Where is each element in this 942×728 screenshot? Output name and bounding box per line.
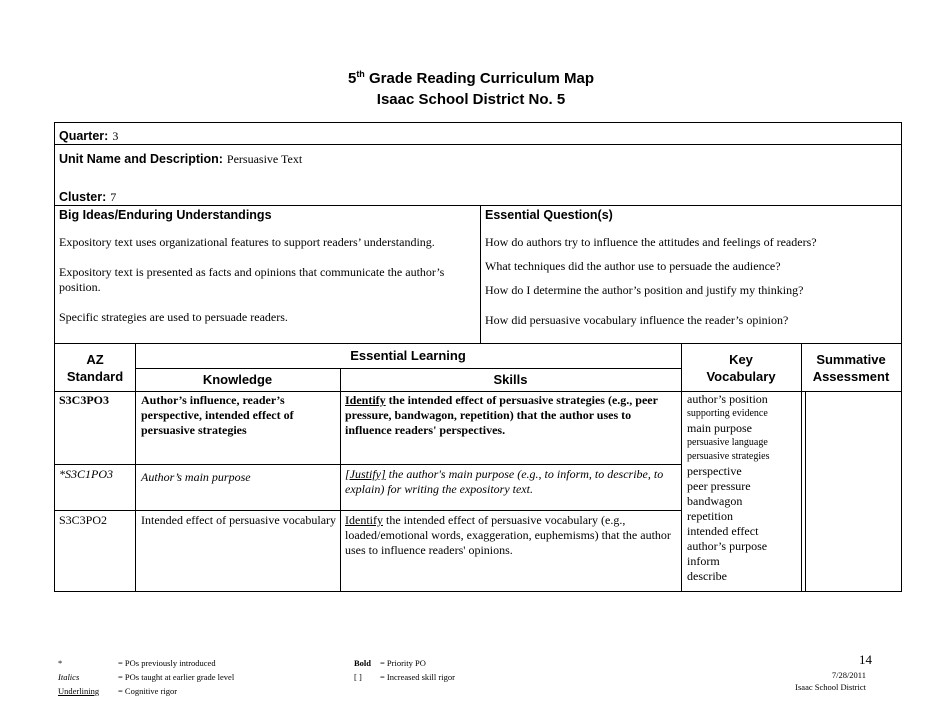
big-idea-3: Specific strategies are used to persuade readers. <box>59 310 288 324</box>
vocabulary-item: describe <box>687 569 727 583</box>
summative-header-line1: Summative <box>816 352 886 367</box>
essential-learning-header: Essential Learning <box>350 348 466 363</box>
legend-underline-desc: = Cognitive rigor <box>118 686 178 696</box>
vocabulary-item: inform <box>687 554 720 568</box>
unit-value: Persuasive Text <box>226 152 303 166</box>
row2-knowledge: Author’s main purpose <box>141 470 251 484</box>
unit-label: Unit Name and Description: <box>59 152 223 166</box>
row1-knowledge: Author’s influence, reader’s perspective, intended effect of persuasive strategies <box>141 393 294 437</box>
row3-skills-text: the intended effect of persuasive vocabulary (e.g., loaded/emotional words, exaggeration, euphemisms) that the author uses to influence readers' opinions. <box>345 513 671 557</box>
vocabulary-item: bandwagon <box>687 494 743 508</box>
legend-underline-symbol: Underlining <box>58 686 100 696</box>
vocabulary-item: author’s purpose <box>687 539 768 553</box>
knowledge-header: Knowledge <box>202 372 273 387</box>
vocabulary-item: persuasive strategies <box>687 451 770 462</box>
grade-number: 5 <box>347 70 357 87</box>
district-title: Isaac School District No. 5 <box>376 91 566 108</box>
cluster-value: 7 <box>110 190 117 204</box>
row-divider <box>55 510 681 511</box>
legend-italics-desc: = POs taught at earlier grade level <box>118 672 235 682</box>
question-1: How do authors try to influence the attitudes and feelings of readers? <box>485 235 817 249</box>
row2-skills-verb: [Justify] <box>345 467 386 481</box>
key-vocabulary-list <box>687 392 799 584</box>
skills-header: Skills <box>493 372 528 387</box>
footer-date: 7/28/2011 <box>831 670 866 680</box>
row1-skills <box>345 393 679 438</box>
footer-legend-mid <box>354 656 455 684</box>
az-header-line2: Standard <box>66 369 124 384</box>
legend-italics-symbol: Italics <box>58 672 80 682</box>
question-2: What techniques did the author use to persuade the audience? <box>485 259 781 273</box>
vocabulary-item: perspective <box>687 464 742 478</box>
big-ideas-section <box>54 205 902 344</box>
essential-learning-table <box>54 343 902 592</box>
row-divider <box>55 464 681 465</box>
grade-suffix: th <box>356 69 365 79</box>
legend-bracket-desc: = Increased skill rigor <box>380 672 455 682</box>
question-3: How do I determine the author’s position and justify my thinking? <box>485 283 804 297</box>
row3-skills-verb: Identify <box>345 513 383 527</box>
row3-skills <box>345 513 679 558</box>
question-4: How did persuasive vocabulary influence the reader’s opinion? <box>485 313 789 327</box>
vocabulary-item: main purpose <box>687 421 752 435</box>
row2-skills-text: the author's main purpose (e.g., to inform, to describe, to explain) for writing the expository text. <box>345 467 664 496</box>
legend-bold-desc: = Priority PO <box>380 658 426 668</box>
title-text: Grade Reading Curriculum Map <box>364 70 595 87</box>
quarter-value: 3 <box>112 129 119 143</box>
row2-standard: *S3C1PO3 <box>59 467 113 481</box>
vocabulary-item: peer pressure <box>687 479 751 493</box>
page-title <box>0 69 942 87</box>
cluster-label: Cluster: <box>59 190 107 204</box>
footer-legend-left <box>58 656 234 698</box>
footer-org: Isaac School District <box>795 682 866 692</box>
big-idea-1: Expository text uses organizational features to support readers’ understanding. <box>59 235 435 249</box>
row2-skills <box>345 467 679 497</box>
row1-skills-verb: Identify <box>345 393 386 407</box>
legend-bold-symbol: Bold <box>354 658 372 668</box>
row-divider <box>135 368 681 369</box>
vocabulary-item: intended effect <box>687 524 759 538</box>
vocabulary-item: persuasive language <box>687 437 768 448</box>
legend-star-symbol: * <box>58 658 63 668</box>
unit-cluster-row <box>54 144 902 206</box>
big-idea-2: Expository text is presented as facts and opinions that communicate the author’s position. <box>59 265 445 294</box>
row3-standard: S3C3PO2 <box>59 513 108 527</box>
divider <box>480 206 481 343</box>
quarter-row <box>54 122 902 145</box>
az-standard-header <box>55 351 135 385</box>
col-divider <box>340 368 341 591</box>
big-ideas-label: Big Ideas/Enduring Understandings <box>59 208 272 222</box>
page-number: 14 <box>859 652 872 667</box>
summative-header-line2: Assessment <box>812 369 890 384</box>
row1-skills-text: the intended effect of persuasive strategies (e.g., peer pressure, bandwagon, repetition) that the author uses to influence readers' perspectives. <box>345 393 658 437</box>
summative-assessment-header <box>801 351 901 385</box>
az-header-line1: AZ <box>86 352 104 367</box>
vocabulary-item: supporting evidence <box>687 408 768 419</box>
key-header-line1: Key <box>729 352 753 367</box>
key-header-line2: Vocabulary <box>706 369 776 384</box>
vocabulary-item: author’s position <box>687 392 768 406</box>
key-vocabulary-header <box>681 351 801 385</box>
vocabulary-item: repetition <box>687 509 733 523</box>
legend-bracket-symbol: [ ] <box>354 672 362 682</box>
row1-standard: S3C3PO3 <box>59 393 110 407</box>
legend-star-desc: = POs previously introduced <box>118 658 216 668</box>
essential-questions-label: Essential Question(s) <box>485 208 613 222</box>
col-divider <box>805 391 806 591</box>
quarter-label: Quarter: <box>59 129 109 143</box>
row3-knowledge: Intended effect of persuasive vocabulary <box>141 513 337 527</box>
